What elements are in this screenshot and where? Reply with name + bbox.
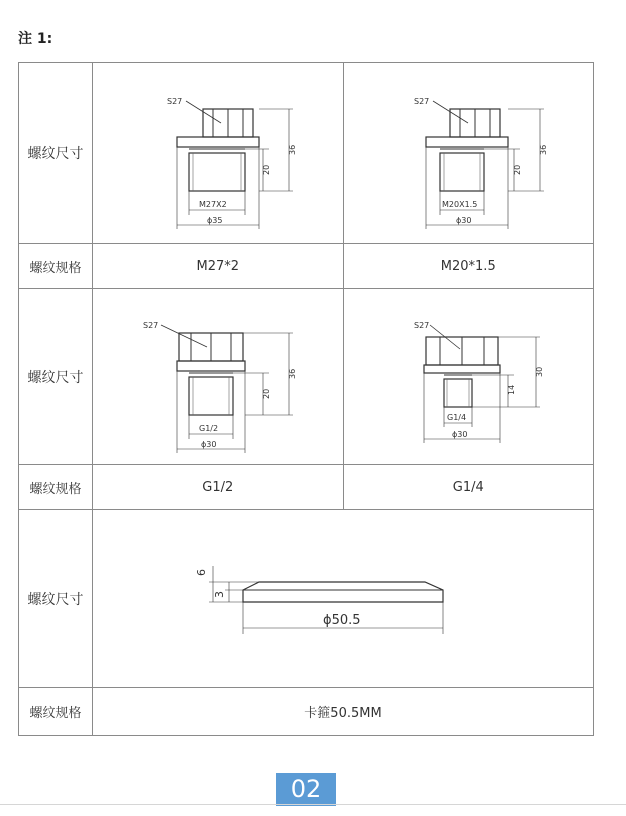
- diameter-label: ϕ35: [207, 216, 223, 225]
- row-label-thread-spec: 螺纹规格: [19, 688, 93, 736]
- spec-value-g14: G1/4: [343, 465, 594, 510]
- note-title: 注 1:: [18, 31, 53, 47]
- spec-value-m20: M20*1.5: [343, 244, 594, 289]
- hex-label: S27: [143, 320, 159, 330]
- diameter-label: ϕ30: [451, 429, 467, 439]
- thread-label: M20X1.5: [441, 200, 477, 209]
- fitting-drawing-m20: [344, 73, 594, 233]
- drawing-cell-clamp: [93, 510, 594, 688]
- clamp-diameter-label: ϕ50.5: [323, 612, 361, 628]
- page-number: 02: [276, 773, 336, 806]
- height-total-label: 30: [534, 366, 544, 377]
- row-label-thread-size: 螺纹尺寸: [19, 510, 93, 688]
- row-label-thread-size: 螺纹尺寸: [19, 289, 93, 465]
- spec-value-g12: G1/2: [93, 465, 344, 510]
- height-thread-label: 20: [262, 164, 271, 175]
- row-label-thread-spec: 螺纹规格: [19, 244, 93, 289]
- height-thread-label: 20: [262, 388, 271, 399]
- bottom-divider: [0, 804, 626, 805]
- hex-label: S27: [167, 97, 183, 106]
- row-label-thread-spec: 螺纹规格: [19, 465, 93, 510]
- drawing-cell-m27: [93, 63, 344, 244]
- clamp-height-total-label: 6: [195, 568, 208, 576]
- drawing-cell-g12: [93, 289, 344, 465]
- thread-label: G1/2: [199, 423, 219, 433]
- spec-value-clamp: 卡箍50.5MM: [93, 688, 594, 736]
- clamp-height-step-label: 3: [213, 590, 226, 598]
- thread-spec-table: [18, 62, 594, 736]
- drawing-cell-g14: [343, 289, 594, 465]
- clamp-drawing: [93, 524, 593, 674]
- fitting-drawing-g12: [93, 297, 343, 457]
- diameter-label: ϕ30: [201, 439, 217, 449]
- height-thread-label: 14: [506, 384, 516, 395]
- height-total-label: 36: [288, 368, 297, 379]
- thread-label: M27X2: [199, 200, 227, 209]
- diameter-label: ϕ30: [455, 216, 471, 225]
- hex-label: S27: [413, 97, 429, 106]
- spec-value-m27: M27*2: [93, 244, 344, 289]
- fitting-drawing-g14: [344, 297, 594, 457]
- fitting-drawing-m27: [93, 73, 343, 233]
- height-total-label: 36: [288, 144, 297, 155]
- hex-label: S27: [413, 320, 429, 330]
- height-total-label: 36: [538, 144, 548, 155]
- drawing-cell-m20: [343, 63, 594, 244]
- row-label-thread-size: 螺纹尺寸: [19, 63, 93, 244]
- thread-label: G1/4: [446, 412, 466, 422]
- height-thread-label: 20: [512, 164, 522, 175]
